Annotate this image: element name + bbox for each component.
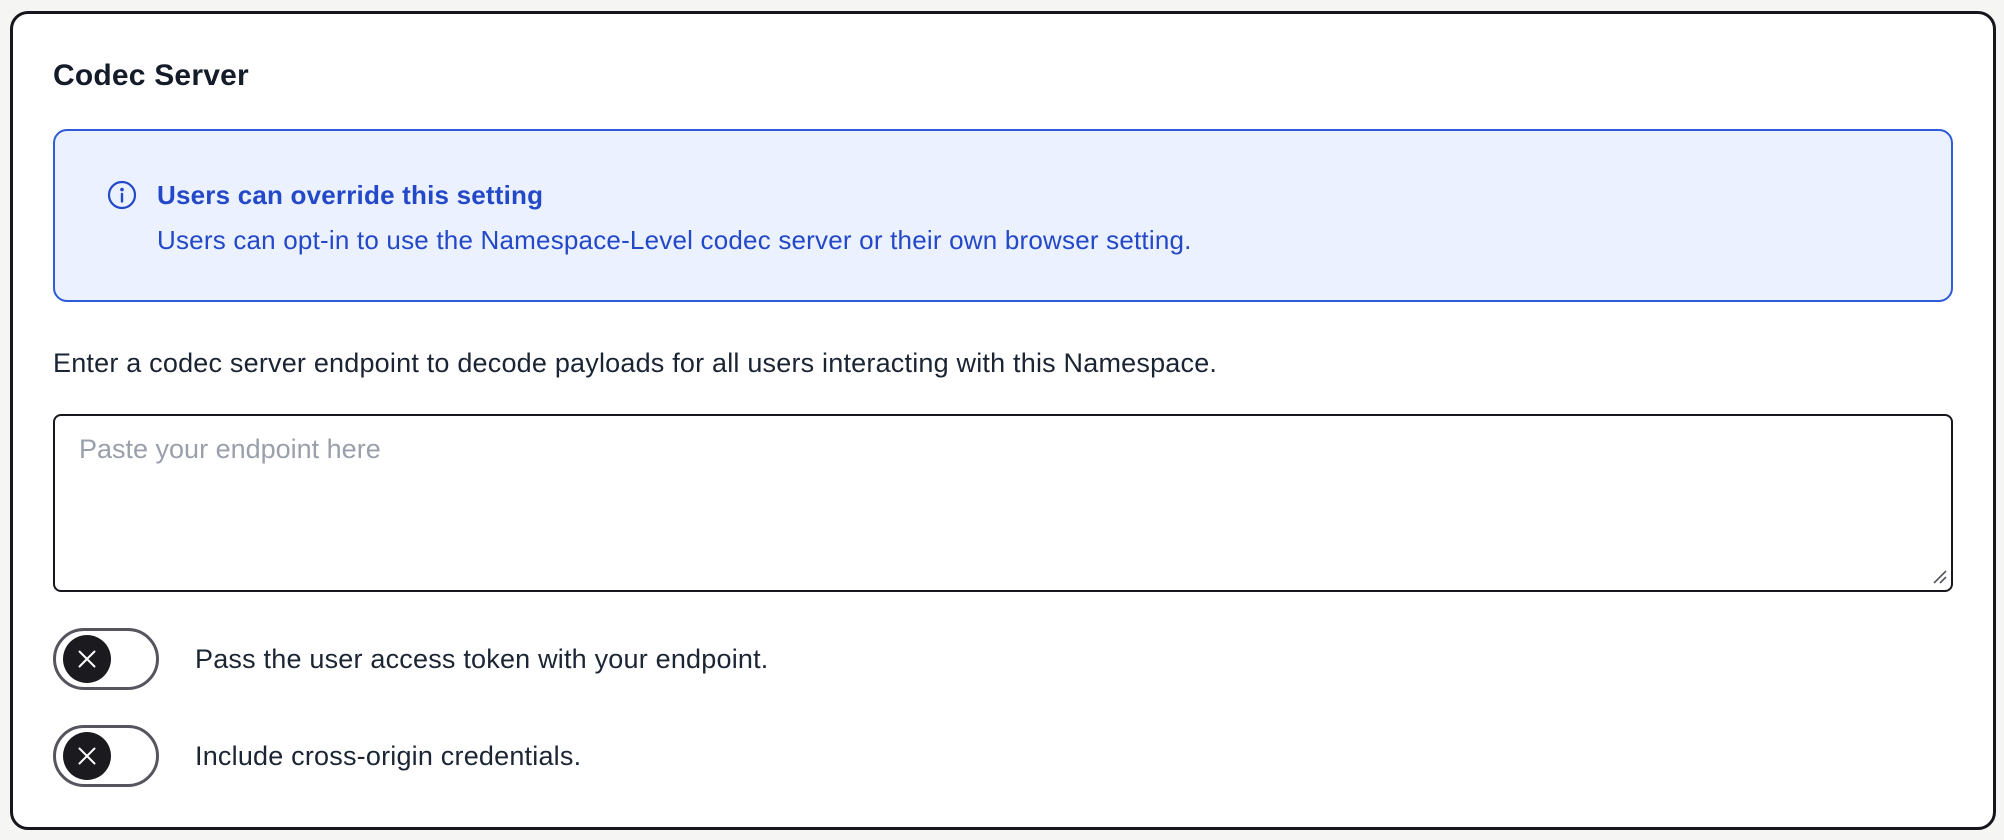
info-banner-description: Users can opt-in to use the Namespace-Level codec server or their own browser setting. bbox=[157, 225, 1192, 255]
x-icon bbox=[75, 647, 99, 671]
toggle-row-access-token bbox=[53, 628, 1953, 690]
toggle-knob bbox=[63, 732, 111, 780]
cross-origin-toggle-label: Include cross-origin credentials. bbox=[195, 741, 582, 771]
access-token-toggle[interactable] bbox=[53, 628, 159, 690]
info-circle-icon bbox=[107, 180, 137, 210]
codec-server-card bbox=[10, 11, 1996, 830]
endpoint-input-wrap bbox=[53, 414, 1953, 592]
toggle-row-cross-origin bbox=[53, 725, 1953, 787]
info-banner-title-row bbox=[107, 175, 1899, 215]
toggle-knob bbox=[63, 635, 111, 683]
access-token-toggle-label: Pass the user access token with your endpoint. bbox=[195, 644, 769, 674]
cross-origin-toggle[interactable] bbox=[53, 725, 159, 787]
info-banner-title: Users can override this setting bbox=[157, 180, 544, 210]
endpoint-field-label: Enter a codec server endpoint to decode payloads for all users interacting with this Namespace. bbox=[53, 348, 1218, 378]
x-icon bbox=[75, 744, 99, 768]
endpoint-input[interactable] bbox=[53, 414, 1953, 592]
info-banner bbox=[53, 129, 1953, 302]
page-title: Codec Server bbox=[53, 59, 249, 92]
